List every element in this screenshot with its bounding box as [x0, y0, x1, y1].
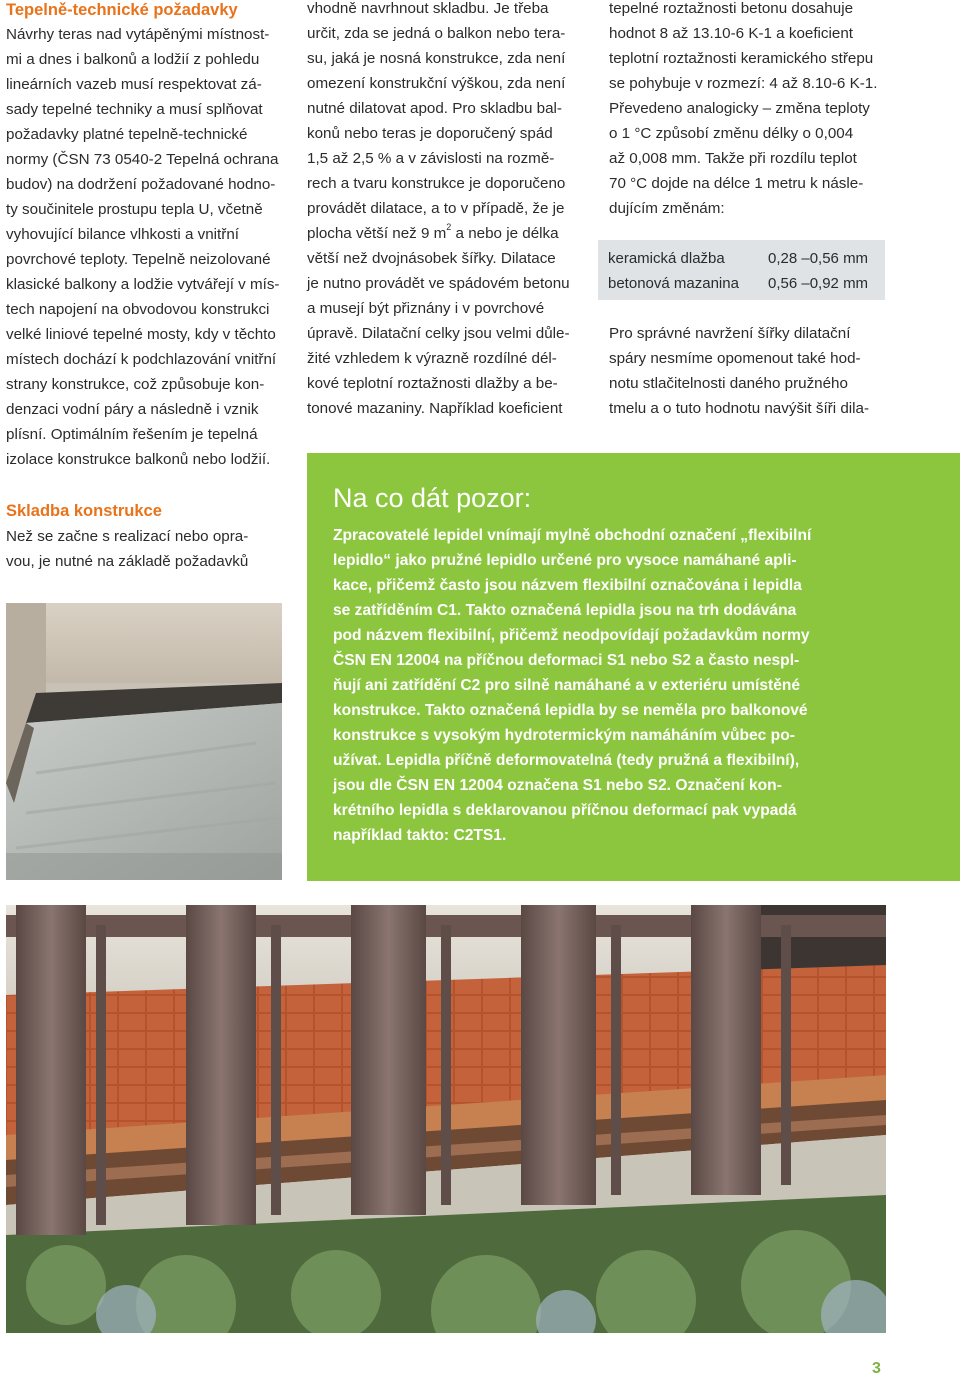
callout-line: konstrukce. Takto označená lepidla by se neměla pro balkonové	[333, 702, 808, 719]
text-line: tonové mazaniny. Například koeficient	[307, 400, 563, 417]
photo-balcony-slab	[6, 603, 282, 880]
text-line: velké liniové tepelné mosty, kdy v těchto	[6, 326, 276, 343]
text-line: požadavky platné tepelně-technické	[6, 126, 248, 143]
callout-box	[307, 453, 960, 881]
text-line: ty součinitele prostupu tepla U, včetně	[6, 201, 263, 218]
paragraph-expansion	[609, 0, 877, 221]
text-line: provádět dilatace, a to v případě, že je	[307, 200, 565, 217]
text-line: klasické balkony a lodžie vytvářejí v mís-	[6, 276, 280, 293]
callout-line: se zatříděním C1. Takto označená lepidla jsou na trh dodávána	[333, 602, 797, 619]
text-line: strany konstrukce, což způsobuje kon-	[6, 376, 265, 393]
text-line: denzaci vodní páry a následně i vznik	[6, 401, 259, 418]
callout-line: ČSN EN 12004 na příčnou deformaci S1 nebo S2 a často nespl-	[333, 652, 800, 669]
text-line: budov) na dodržení požadované hodno-	[6, 176, 276, 193]
text-line: povrchové teploty. Tepelně neizolované	[6, 251, 271, 268]
text-line: vhodně navrhnout skladbu. Je třeba	[307, 0, 549, 17]
text-line: hodnot 8 až 13.10-6 K-1 a koeficient	[609, 25, 854, 42]
text-line: sady tepelné techniky a musí splňovat	[6, 101, 263, 118]
text-line: spáry nesmíme opomenout také hod-	[609, 350, 861, 367]
text-line: su, jaká je nosná konstrukce, zda není	[307, 50, 566, 67]
text-line: notu stlačitelnosti daného pružného	[609, 375, 848, 392]
text-line: Návrhy teras nad vytápěnými místnost-	[6, 26, 270, 43]
text-line: teplotní roztažnosti keramického střepu	[609, 50, 874, 67]
text-line: úpravě. Dilatační celky jsou velmi důle-	[307, 325, 570, 342]
callout-line: ňují ani zatřídění C2 pro silně namáhané a v exteriéru umístěné	[333, 677, 801, 694]
page-number: 3	[872, 1360, 881, 1377]
paragraph-joint-width	[609, 321, 869, 421]
text-line: 1,5 až 2,5 % a v závislosti na rozmě-	[307, 150, 555, 167]
section-heading-composition: Skladba konstrukce	[6, 502, 162, 520]
text-line: o 1 °C způsobí změnu délky o 0,004	[609, 125, 854, 142]
callout-line: krétního lepidla s deklarovanou příčnou deformací pak vypadá	[333, 802, 797, 819]
text-line: nutné dilatovat apod. Pro skladbu bal-	[307, 100, 562, 117]
text-line-area	[307, 221, 570, 246]
callout-line: konstrukce s vysokým hydrotermickým namáháním vůbec po-	[333, 727, 795, 744]
text-line: normy (ČSN 73 0540-2 Tepelná ochrana	[6, 151, 279, 168]
text-line: omezení konstrukční výškou, zda není	[307, 75, 566, 92]
text-line: izolace konstrukce balkonů nebo lodžií.	[6, 451, 271, 468]
text-line: žité vzhledem k výrazně rozdílné dél-	[307, 350, 557, 367]
callout-line: lepidlo“ jako pružné lepidlo určené pro vysoce namáhané apli-	[333, 552, 797, 569]
text-line: plísní. Optimálním řešením je tepelná	[6, 426, 258, 443]
text-line: vyhovující bilance vlhkosti a vnitřní	[6, 226, 239, 243]
callout-title: Na co dát pozor:	[333, 483, 532, 513]
text-line: je nutno provádět ve spádovém betonu	[307, 275, 570, 292]
table-row	[608, 271, 885, 296]
text-line: tech napojení na obvodovou konstrukci	[6, 301, 270, 318]
expansion-table	[598, 240, 885, 300]
table-cell-material: betonová mazanina	[608, 275, 739, 292]
text-line: místech dochází k podchlazování vnitřní	[6, 351, 277, 368]
text-line: tmelu a o tuto hodnotu navýšit šíři dila-	[609, 400, 870, 417]
text-line: tepelné roztažnosti betonu dosahuje	[609, 0, 854, 17]
section-heading-thermal: Tepelně-technické požadavky	[6, 1, 238, 19]
callout-line: například takto: C2TS1.	[333, 827, 507, 844]
text-line: Než se začne s realizací nebo opra-	[6, 528, 249, 545]
callout-line: kace, přičemž často jsou názvem flexibilní označována i lepidla	[333, 577, 802, 594]
paragraph-composition	[6, 524, 248, 574]
text-line: a musejí být přiznány i v povrchové	[307, 300, 545, 317]
table-cell-value: 0,28 –0,56 mm	[768, 250, 869, 267]
text-line: větší než dvojnásobek šířky. Dilatace	[307, 250, 556, 267]
text-line: kové teplotní roztažnosti dlažby a be-	[307, 375, 558, 392]
table-cell-value: 0,56 –0,92 mm	[768, 275, 869, 292]
text-line: dujícím změnám:	[609, 200, 725, 217]
callout-body	[333, 523, 811, 848]
text-span: a nebo je délka	[451, 225, 559, 242]
table-cell-material: keramická dlažba	[608, 250, 725, 267]
paragraph-thermal	[6, 22, 279, 472]
text-line: mi a dnes i balkonů a lodžií z pohledu	[6, 51, 260, 68]
text-line: 70 °C dojde na délce 1 metru k násle-	[609, 175, 864, 192]
photo-damaged-balcony	[6, 905, 886, 1333]
text-span: plocha větší než 9 m	[307, 225, 447, 242]
callout-line: Zpracovatelé lepidel vnímají mylně obchodní označení „flexibilní	[333, 527, 812, 544]
text-line: vou, je nutné na základě požadavků	[6, 553, 249, 570]
callout-line: pod názvem flexibilní, přičemž neodpovídají požadavkům normy	[333, 627, 810, 644]
table-row	[608, 246, 885, 271]
text-line: Převedeno analogicky – změna teploty	[609, 100, 870, 117]
text-line: lineárních vazeb musí respektovat zá-	[6, 76, 262, 93]
paragraph-dilatation	[307, 0, 570, 421]
text-line: až 0,008 mm. Takže při rozdílu teplot	[609, 150, 857, 167]
text-line: Pro správné navržení šířky dilatační	[609, 325, 851, 342]
superscript: 2	[446, 222, 452, 232]
text-line: se pohybuje v rozmezí: 4 až 8.10-6 K-1.	[609, 75, 878, 92]
text-line: rech a tvaru konstrukce je doporučeno	[307, 175, 566, 192]
callout-line: jsou dle ČSN EN 12004 označena S1 nebo S2. Označení kon-	[333, 777, 782, 794]
text-line: konů nebo teras je doporučený spád	[307, 125, 553, 142]
callout-line: užívat. Lepidla příčně deformovatelná (tedy pružná a flexibilní),	[333, 752, 800, 769]
text-line: určit, zda se jedná o balkon nebo tera-	[307, 25, 566, 42]
